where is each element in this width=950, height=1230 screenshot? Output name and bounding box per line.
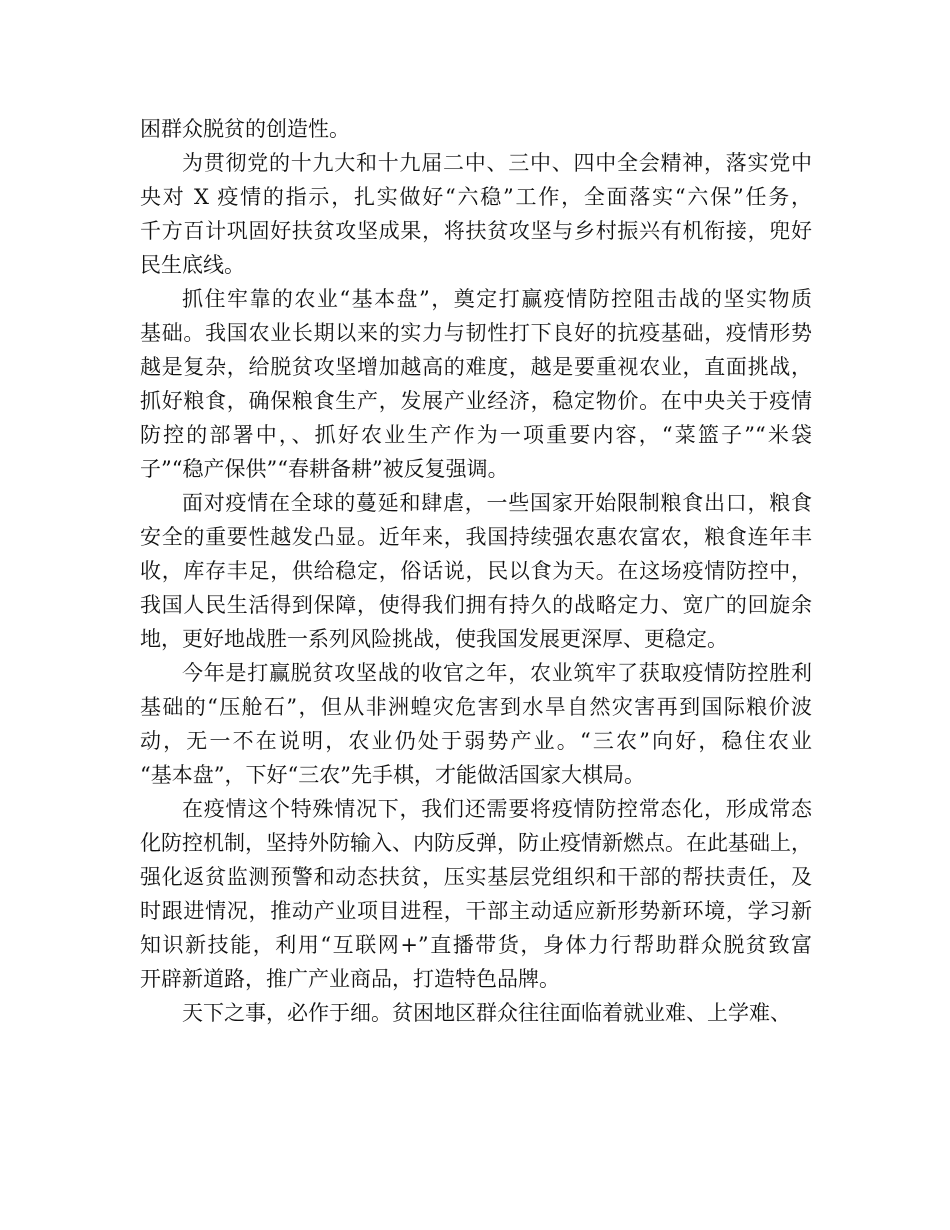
paragraph <box>140 112 812 146</box>
paragraph <box>140 282 812 486</box>
text-line: 动，无一不在说明，农业仍处于弱势产业。“三农”向好，稳住农业 <box>140 729 812 753</box>
text-line: 民生底线。 <box>140 253 245 277</box>
paragraph <box>140 146 812 282</box>
text-line: “基本盘”，下好“三农”先手棋，才能做活国家大棋局。 <box>140 763 645 787</box>
text-line: 基础。我国农业长期以来的实力与韧性打下良好的抗疫基础，疫情形势 <box>140 321 812 345</box>
text-line: 知识新技能，利用“互联网+”直播带货，身体力行帮助群众脱贫致富 <box>140 933 812 957</box>
text-line: 基础的“压舱石”，但从非洲蝗灾危害到水旱自然灾害再到国际粮价波 <box>140 695 812 719</box>
paragraph <box>140 486 812 656</box>
text-line: 天下之事，必作于细。贫困地区群众往往面临着就业难、上学难、 <box>182 1001 791 1025</box>
text-line: 我国人民生活得到保障，使得我们拥有持久的战略定力、宽广的回旋余 <box>140 593 812 617</box>
paragraph <box>140 656 812 792</box>
text-line: 时跟进情况，推动产业项目进程，干部主动适应新形势新环境，学习新 <box>140 899 812 923</box>
text-line: 强化返贫监测预警和动态扶贫，压实基层党组织和干部的帮扶责任，及 <box>140 865 812 889</box>
paragraph <box>140 792 812 996</box>
text-line: 今年是打赢脱贫攻坚战的收官之年，农业筑牢了获取疫情防控胜利 <box>182 661 812 685</box>
text-line: 地，更好地战胜一系列风险挑战，使我国发展更深厚、更稳定。 <box>140 627 728 651</box>
text-line: 千方百计巩固好扶贫攻坚成果，将扶贫攻坚与乡村振兴有机衔接，兜好 <box>140 219 812 243</box>
text-line: 子”“稳产保供”“春耕备耕”被反复强调。 <box>140 457 509 481</box>
text-line: 在疫情这个特殊情况下，我们还需要将疫情防控常态化，形成常态 <box>182 797 812 821</box>
text-line: 抓住牢靠的农业“基本盘”，奠定打赢疫情防控阻击战的坚实物质 <box>182 287 812 311</box>
text-line: 面对疫情在全球的蔓延和肆虐，一些国家开始限制粮食出口，粮食 <box>182 491 812 515</box>
text-line: 收，库存丰足，供给稳定，俗话说，民以食为天。在这场疫情防控中， <box>140 559 812 583</box>
text-line: 为贯彻党的十九大和十九届二中、三中、四中全会精神，落实党中 <box>182 151 812 175</box>
document-body <box>140 112 812 1030</box>
text-line: 防控的部署中，、抓好农业生产作为一项重要内容，“菜篮子”“米袋 <box>140 423 812 447</box>
text-line: 化防控机制，坚持外防输入、内防反弹，防止疫情新燃点。在此基础上， <box>140 831 812 855</box>
text-line: 抓好粮食，确保粮食生产，发展产业经济，稳定物价。在中央关于疫情 <box>140 389 812 413</box>
text-line: 开辟新道路，推广产业商品，打造特色品牌。 <box>140 967 560 991</box>
paragraph <box>140 996 812 1030</box>
text-line: 央对 X 疫情的指示，扎实做好“六稳”工作，全面落实“六保”任务， <box>140 185 812 209</box>
text-line: 困群众脱贫的创造性。 <box>140 117 350 141</box>
text-line: 安全的重要性越发凸显。近年来，我国持续强农惠农富农，粮食连年丰 <box>140 525 812 549</box>
text-line: 越是复杂，给脱贫攻坚增加越高的难度，越是要重视农业，直面挑战， <box>140 355 812 379</box>
